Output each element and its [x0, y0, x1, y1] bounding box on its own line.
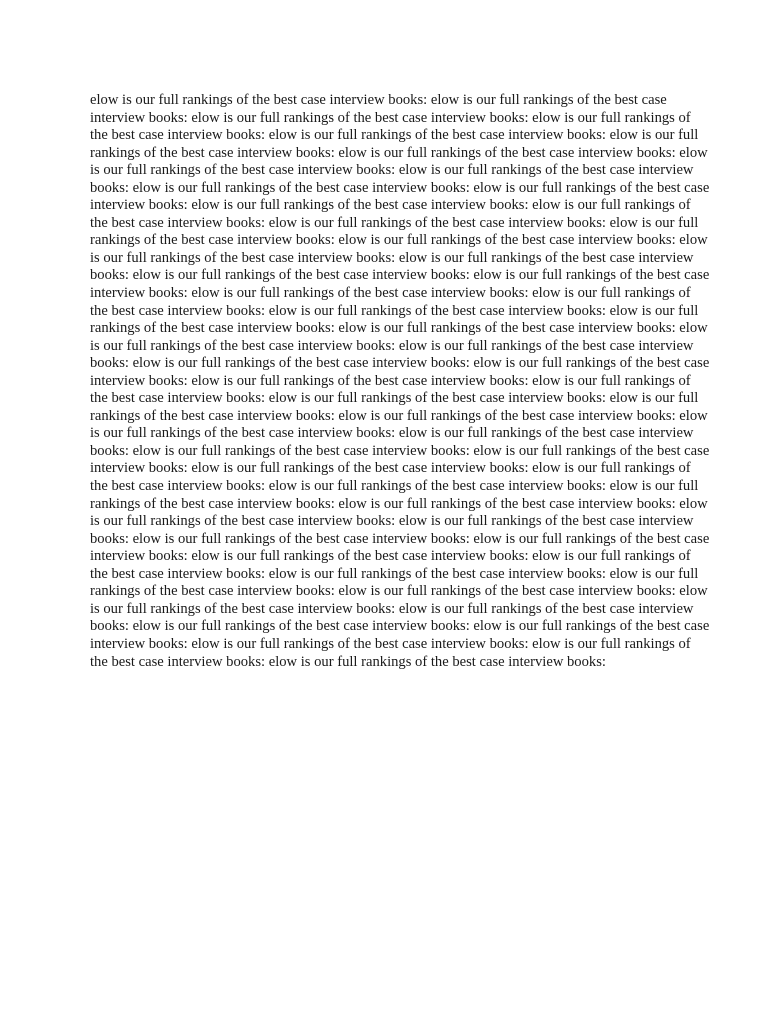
text-line: elow is our full rankings of the best case interview books: elow is our full rankings of the best case	[90, 92, 667, 108]
text-line: the best case interview books: elow is our full rankings of the best case interview books: elow is our full	[90, 302, 699, 319]
text-line: rankings of the best case interview books: elow is our full rankings of the best case interview books: elow	[90, 407, 708, 424]
text-line: the best case interview books: elow is our full rankings of the best case interview books: elow is our full	[90, 565, 699, 582]
text-line: books: elow is our full rankings of the best case interview books: elow is our full rankings of the best case	[90, 267, 710, 284]
text-line: rankings of the best case interview books: elow is our full rankings of the best case interview books: elow	[90, 495, 708, 512]
text-line: rankings of the best case interview books: elow is our full rankings of the best case interview books: elow	[90, 583, 708, 600]
text-line: is our full rankings of the best case interview books: elow is our full rankings of the best case interview	[90, 513, 694, 530]
text-line: books: elow is our full rankings of the best case interview books: elow is our full rankings of the best case	[90, 530, 710, 547]
text-line: is our full rankings of the best case interview books: elow is our full rankings of the best case interview	[90, 600, 694, 617]
text-line: rankings of the best case interview books: elow is our full rankings of the best case interview books: elow	[90, 232, 708, 249]
text-line: interview books: elow is our full rankings of the best case interview books: elow is our full rankings of	[90, 548, 691, 565]
text-line: is our full rankings of the best case interview books: elow is our full rankings of the best case interview	[90, 425, 694, 442]
text-line: the best case interview books: elow is our full rankings of the best case interview books:	[90, 653, 606, 670]
text-line: interview books: elow is our full rankings of the best case interview books: elow is our full rankings of	[90, 109, 691, 126]
text-line: interview books: elow is our full rankings of the best case interview books: elow is our full rankings of	[90, 372, 691, 389]
text-line: the best case interview books: elow is our full rankings of the best case interview books: elow is our full	[90, 390, 699, 407]
text-line: interview books: elow is our full rankings of the best case interview books: elow is our full rankings of	[90, 197, 691, 214]
text-line: rankings of the best case interview books: elow is our full rankings of the best case interview books: elow	[90, 144, 708, 161]
text-line: books: elow is our full rankings of the best case interview books: elow is our full rankings of the best case	[90, 442, 710, 459]
text-line: is our full rankings of the best case interview books: elow is our full rankings of the best case interview	[90, 337, 694, 354]
text-line: books: elow is our full rankings of the best case interview books: elow is our full rankings of the best case	[90, 618, 710, 635]
text-line: books: elow is our full rankings of the best case interview books: elow is our full rankings of the best case	[90, 179, 710, 196]
text-line: the best case interview books: elow is our full rankings of the best case interview books: elow is our full	[90, 127, 699, 144]
text-line: the best case interview books: elow is our full rankings of the best case interview books: elow is our full	[90, 478, 699, 495]
text-line: interview books: elow is our full rankings of the best case interview books: elow is our full rankings of	[90, 460, 691, 477]
body-text	[90, 92, 710, 671]
text-line: is our full rankings of the best case interview books: elow is our full rankings of the best case interview	[90, 162, 694, 179]
text-line: interview books: elow is our full rankings of the best case interview books: elow is our full rankings of	[90, 285, 691, 302]
text-line: is our full rankings of the best case interview books: elow is our full rankings of the best case interview	[90, 249, 694, 266]
text-line: rankings of the best case interview books: elow is our full rankings of the best case interview books: elow	[90, 320, 708, 337]
text-line: books: elow is our full rankings of the best case interview books: elow is our full rankings of the best case	[90, 355, 710, 372]
text-line: interview books: elow is our full rankings of the best case interview books: elow is our full rankings of	[90, 635, 691, 652]
text-line: the best case interview books: elow is our full rankings of the best case interview books: elow is our full	[90, 214, 699, 231]
